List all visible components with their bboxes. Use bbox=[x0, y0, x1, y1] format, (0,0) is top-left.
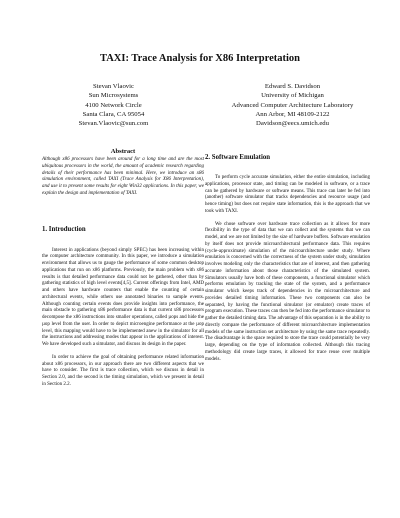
body-paragraph: In order to achieve the goal of obtaining performance related information about x86 processors, in our approach there are two different aspects that we have to consider. The first is trace collection, which we discuss in detail in Section 2.0, and the second is the timing simulation, which we present in detail in Section 2.2. bbox=[42, 354, 204, 387]
body-paragraph: Interest in applications (beyond simply SPEC) has been increasing within the computer architecture community. In this paper, we introduce a simulation environment that allows us to gauge the performance of some common desktop applications that run on x86 platforms. Previously, the main problem with x86 results is that detailed performance data could not be gathered, other than by gathering statistics of high level events[4,5]. Current offerings from Intel, AMD and others have hardware counters that enable the counting of certain architectural events, while others use annotated binaries to sample events. Although counting certain events does provide insights into performance, the main obstacle to gathering x86 performance data is that current x86 processors decompose the x86 instructions into smaller operations, called µops and hide the µop level from the user. In order to depict microengine performance at the µop level, this mapping would have to be implemented anew in the simulator for all the instructions and addressing modes that appear in the applications of interest. We have developed such a simulator, and discuss its design in the paper. bbox=[42, 247, 204, 347]
author-address-line: 4100 Network Circle bbox=[85, 101, 142, 109]
body-paragraph: To perform cycle accurate simulation, either the entire simulation, including applications, processor state, and timing can be modeled in software, or a trace can be gathered by hardware or software means. This trace can later be fed into (another) software simulator that tracks dependencies and resource usage (and hence timing) but does not require state information, this is the approach that we took with TAXI. bbox=[205, 175, 370, 214]
abstract-text: Although x86 processors have been around for a long time and are the most ubiquitous processors in the world, the amount of academic research regarding details of their performance has been minimal. Here, we introduce an x86 simulation environment, called TAXI (Trace Analysis for X86 Interpretation), and use it to present some results for eight Win32 applications. In this paper, we explain the design and implementation of TAXI. bbox=[42, 157, 204, 196]
author-affiliation: Sun Microsystems bbox=[88, 92, 139, 100]
right-column bbox=[205, 148, 370, 363]
section-heading-software-emulation: 2. Software Emulation bbox=[205, 154, 271, 161]
author-address-line: Santa Clara, CA 95054 bbox=[82, 110, 145, 118]
author-address-line: Advanced Computer Architecture Laboratory bbox=[231, 101, 354, 109]
abstract-heading: Abstract bbox=[110, 148, 136, 155]
body-paragraph: We chose software over hardware trace collection as it allows for more flexibility in the type of data that we can collect and the systems that we can model, and we are not limited by the size of hardware buffers. Software emulation by itself does not provide microarchitectural performance data. This requires (cycle-approximate) simulation of the microarchitecture under study. Where emulation is concerned with the correctness of the system under study, simulation involves modeling only the characteristics that are of interest, and then gathering accurate information about those characteristics of the simulated system. Simulators usually have both of these components, a functional simulator which performs emulation by tracking the state of the system, and a performance simulator which keeps track of dependencies in the microarchitecture and provides detailed timing information. These two components can also be separated, by having the functional simulator (or emulator) create traces of program execution. These traces can then be fed into the performance simulator to gather the detailed timing data. The advantage of this separation is in the ability to directly compare the performance of different microarchitecture implementation models of the same instruction set architecture by using the same trace repeatedly. The disadvantage is the space required to store the trace could potentially be very large, depending on the type of information collected. Although this tracing methodology did create large traces, it allowed for trace reuse over multiple models. bbox=[205, 221, 370, 362]
author-affiliation: University of Michigan bbox=[261, 92, 324, 100]
author-email: Davidson@eecs.umich.edu bbox=[255, 120, 329, 128]
paper-title: TAXI: Trace Analysis for X86 Interpretation bbox=[100, 53, 300, 64]
section-heading-introduction: 1. Introduction bbox=[42, 225, 86, 233]
author-block-2 bbox=[210, 82, 375, 128]
left-column bbox=[42, 148, 204, 389]
author-email: Stevan.Vlaovic@sun.com bbox=[78, 120, 149, 128]
author-block-1 bbox=[56, 82, 171, 128]
author-name: Stevan Vlaovic bbox=[93, 83, 134, 90]
author-name: Edward S. Davidson bbox=[264, 83, 321, 90]
author-address-line: Ann Arbor, MI 48109-2122 bbox=[255, 110, 330, 118]
